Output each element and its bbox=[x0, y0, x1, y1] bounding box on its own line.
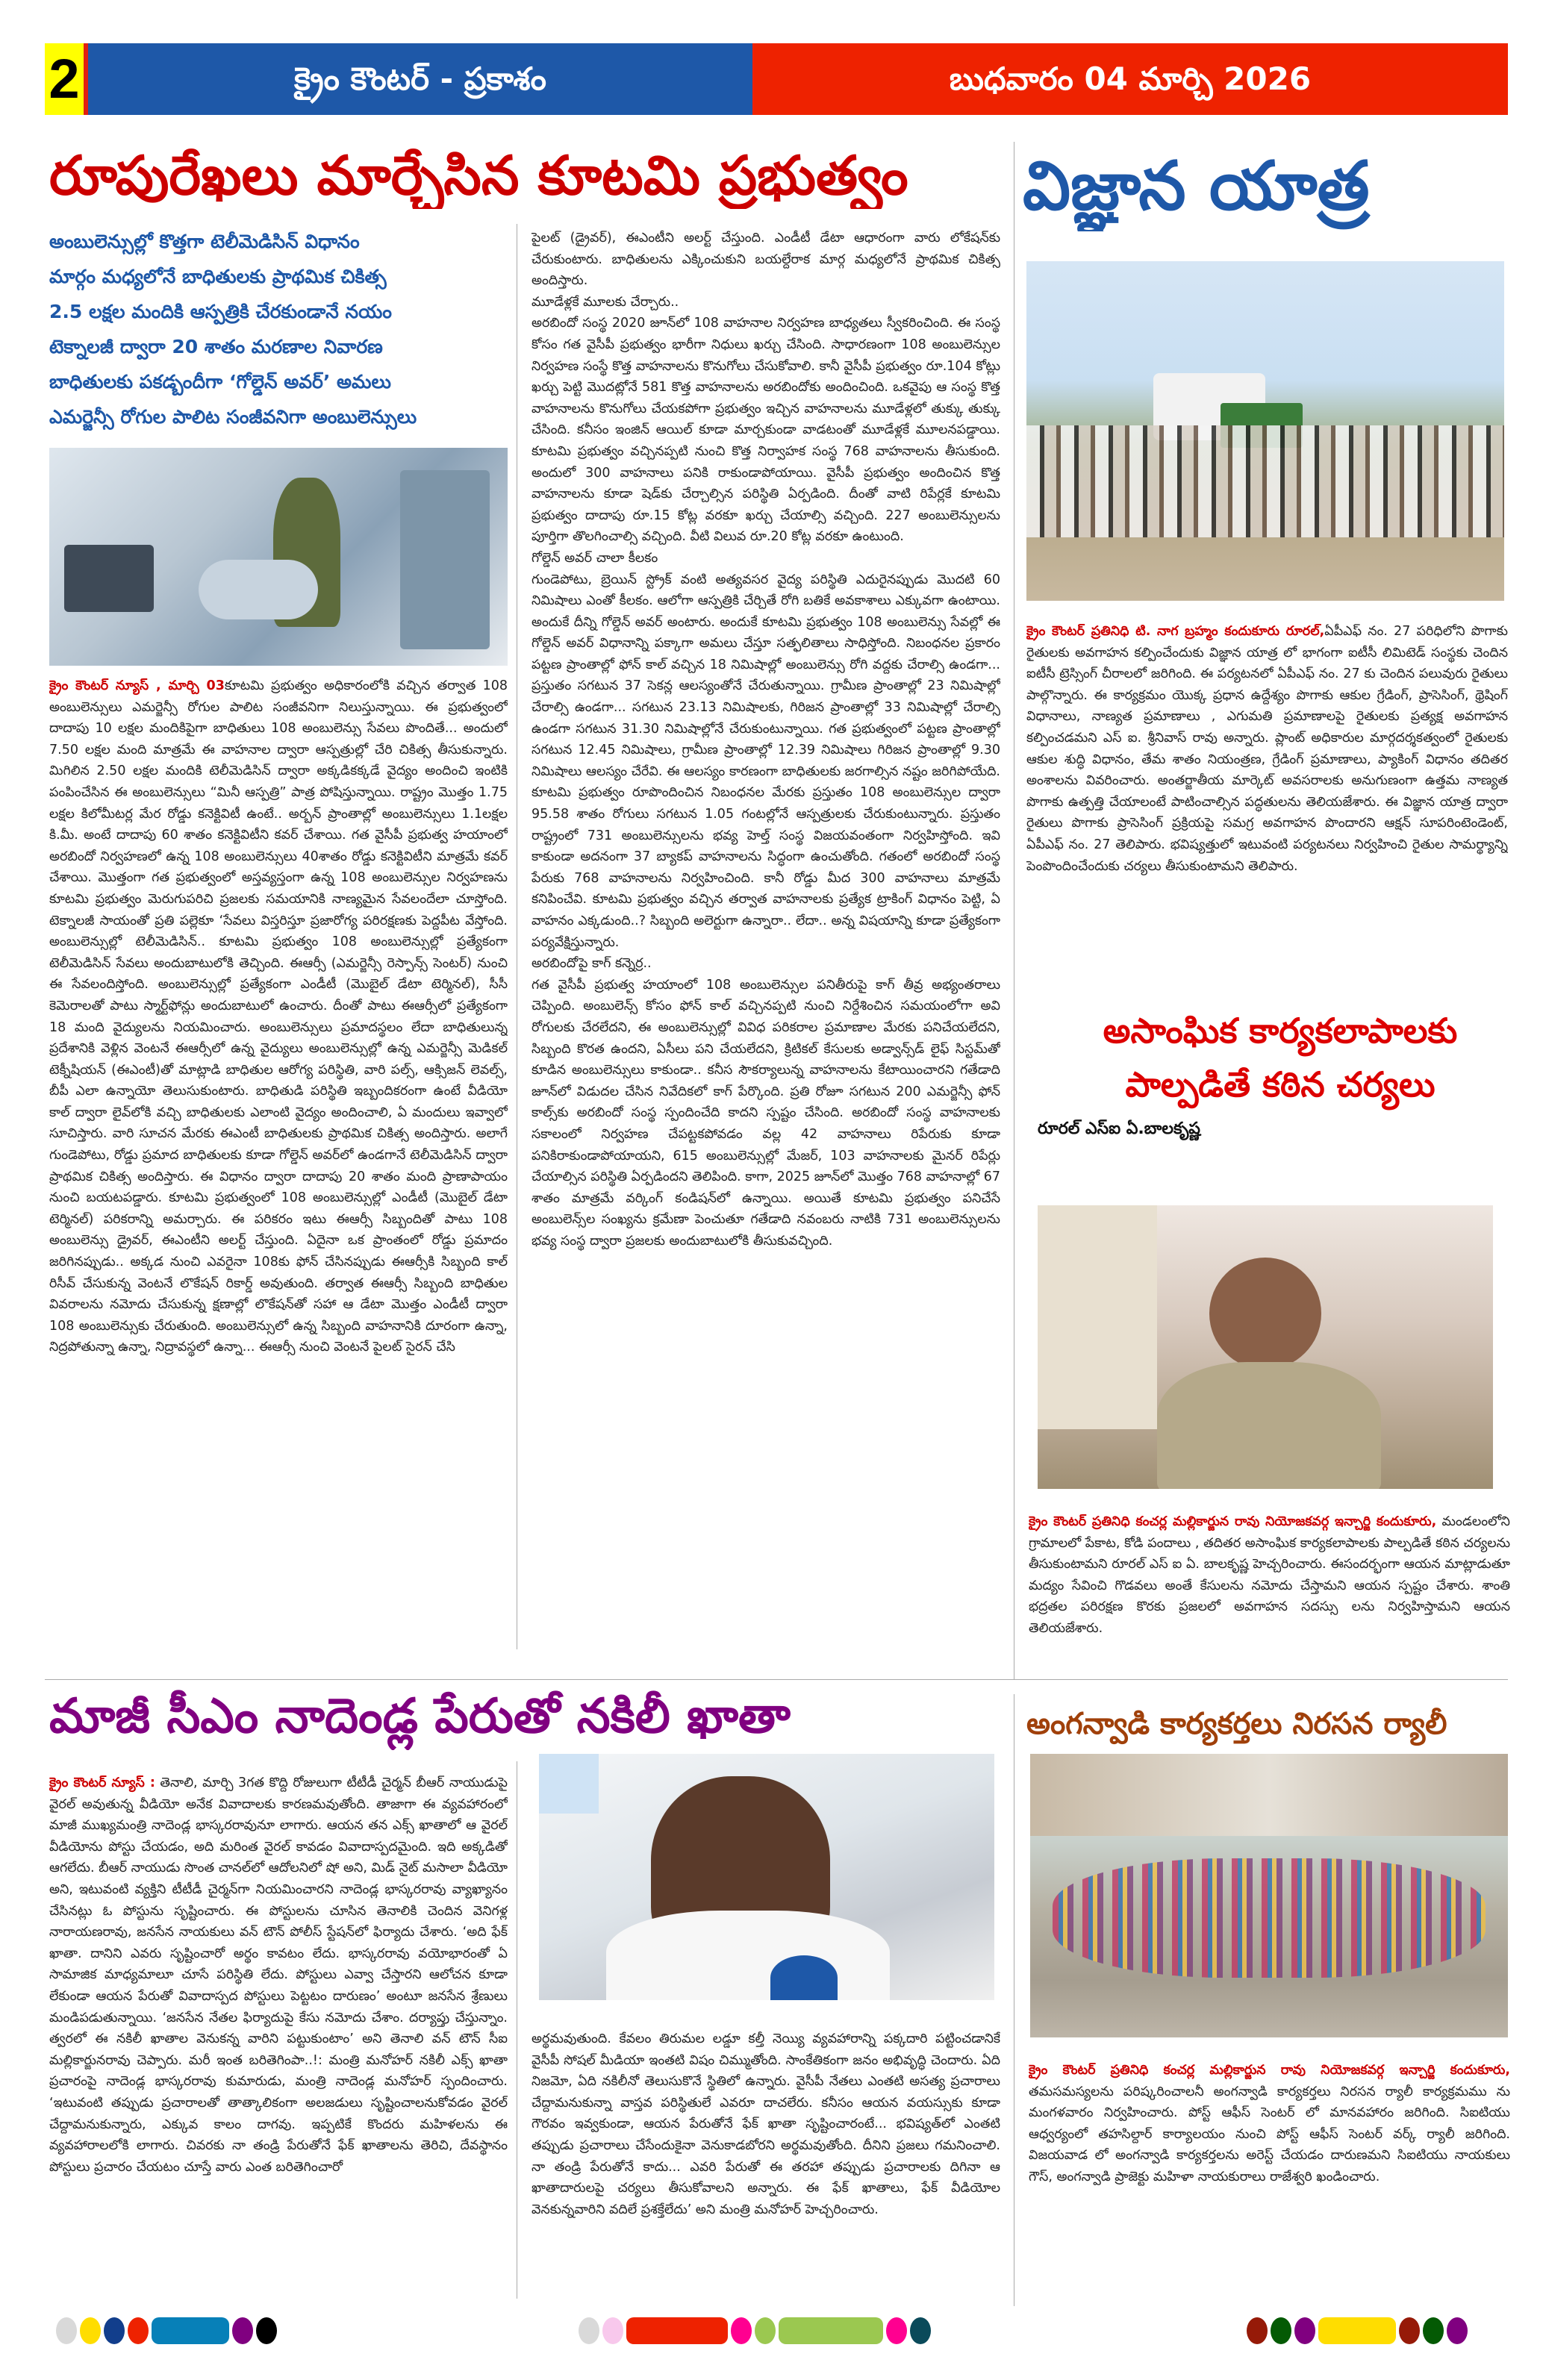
color-dot bbox=[731, 2317, 752, 2344]
anganwadi-headline: అంగన్వాడి కార్యకర్తలు నిరసన ర్యాలీ bbox=[1026, 1707, 1447, 1741]
asanghika-article bbox=[1029, 1511, 1510, 1675]
main-story-byline: క్రైం కౌంటర్ న్యూస్ , మార్చి 03 bbox=[49, 678, 225, 693]
color-dot bbox=[602, 2317, 623, 2344]
color-dot bbox=[256, 2317, 277, 2344]
subhead: మార్గం మధ్యలోనే బాధితులకు ప్రాథమిక చికిత్స bbox=[49, 266, 387, 287]
main-subheads bbox=[49, 224, 512, 434]
footer-color-strip-center bbox=[579, 2317, 931, 2344]
microphone-logo-shape bbox=[770, 1955, 838, 2000]
color-bar bbox=[779, 2317, 883, 2344]
footer-color-strip-right bbox=[1247, 2317, 1468, 2344]
anganwadi-rally-photo bbox=[1030, 1754, 1508, 2037]
asanghika-byline: క్రైం కౌంటర్ ప్రతినిధి కంచర్ల మల్లికార్జున రావు నియోజకవర్గ ఇన్చార్జి కందుకూరు, bbox=[1029, 1514, 1437, 1529]
subhead: టెక్నాలజీ ద్వారా 20 శాతం మరణాల నివారణ bbox=[49, 336, 383, 357]
subhead: ఎమర్జెన్సీ రోగుల పాలిట సంజీవనిగా అంబులెన్సులు bbox=[49, 406, 417, 428]
color-dot bbox=[1294, 2317, 1315, 2344]
notice-board-shape bbox=[1038, 1205, 1157, 1429]
nadendla-column-1 bbox=[49, 1772, 508, 2310]
masthead bbox=[45, 43, 1508, 115]
si-photo bbox=[1038, 1205, 1493, 1489]
publication-date: బుధవారం 04 మార్చి 2026 bbox=[752, 43, 1508, 115]
color-bar bbox=[626, 2317, 728, 2344]
color-dot bbox=[56, 2317, 77, 2344]
color-dot bbox=[232, 2317, 253, 2344]
color-bar bbox=[1318, 2317, 1396, 2344]
main-story-column-2 bbox=[532, 228, 1000, 1653]
speaker-shirt-shape bbox=[606, 1911, 890, 2000]
subhead: అంబులెన్సుల్లో కొత్తగా టెలీమెడిసిన్ విధానం bbox=[49, 231, 360, 252]
color-dot bbox=[579, 2317, 599, 2344]
section-subhead: మూడేళ్లకే మూలకు చేర్చారు.. bbox=[532, 294, 679, 310]
color-dot bbox=[1447, 2317, 1468, 2344]
asanghika-headline: అసాంఘిక కార్యకలాపాలకు పాల్పడితే కఠిన చర్యలు bbox=[1103, 1011, 1458, 1105]
color-dot bbox=[1399, 2317, 1420, 2344]
buildings-shape bbox=[1030, 1754, 1508, 1836]
color-dot bbox=[910, 2317, 931, 2344]
color-bar bbox=[152, 2317, 229, 2344]
page-number: 2 bbox=[45, 43, 88, 115]
asanghika-body: మండలంలోని గ్రామాలలో పేకాట, కోడి పందాలు , తదితర అసాంఘిక కార్యకలాపాలకు పాల్పడితే కఠిన చర్యలను తీసుకుంటామని రూరల్ ఎస్ ఐ ఏ. బాలకృష్ణ హెచ్చరించారు. ఈసందర్భంగా ఆయన మాట్లాడుతూ మద్యం సేవించి గొడవలు అంతే కేసులను నమోదు చేస్తామని ఆయన స్పష్టం చేశారు. శాంతి భద్రతల పరిరక్షణ కొరకు ప్రజలలో అవగాహన సదస్సు లను నిర్వహిస్తామని ఆయన తెలియజేశారు. bbox=[1029, 1514, 1510, 1636]
anganwadi-byline: క్రైం కౌంటర్ ప్రతినిధి కంచర్ల మల్లికార్జున రావు నియోజకవర్గ ఇన్చార్జి కందుకూరు, bbox=[1029, 2063, 1510, 2078]
color-dot bbox=[1423, 2317, 1444, 2344]
nadendla-byline: క్రైం కౌంటర్ న్యూస్ : bbox=[49, 1775, 155, 1790]
patient-figure bbox=[199, 560, 318, 619]
color-dot bbox=[80, 2317, 101, 2344]
cabinet-shape bbox=[400, 470, 490, 649]
newspaper-title: క్రైం కౌంటర్ - ప్రకాశం bbox=[88, 43, 752, 115]
nadendla-column-2 bbox=[532, 2028, 1000, 2312]
main-story-body: గుండెపోటు, బ్రెయిన్ స్ట్రోక్ వంటి అత్యవసర వైద్య పరిస్థితి ఎదురైనప్పుడు మొదటి 60 నిమిషాలు ఎంతో కీలకం. ఆలోగా ఆస్పత్రికి చేర్చితే రోగి బతికే అవకాశాలు ఎక్కువగా ఉంటాయి. అందుకే దీన్ని గోల్డెన్ అవర్ అంటారు. అందుకే కూటమి ప్రభుత్వం 108 అంబులెన్సు సేవల్లో ఈ గోల్డెన్ అవర్ విధానాన్ని పక్కాగా అమలు చేస్తూ సత్ఫలితాలు సాధిస్తోంది. నిబంధనల ప్రకారం పట్టణ ప్రాంతాల్లో ఫోన్ కాల్ వచ్చిన 18 నిమిషాల్లో అంబులెన్సు రోగి వద్దకు చేరాల్సి ఉండగా... ప్రస్తుతం సగటున 37 సెకన్ల ఆలస్యంతోనే చేరుతున్నాయి. గ్రామీణ ప్రాంతాల్లో 23 నిమిషాల్లో చేరాల్సి ఉండగా... సగటున 23.13 నిమిషాలకు, గిరిజన ప్రాంతాల్లో 33 నిమిషాల్లో చేరాల్సి ఉండగా సగటున 31.30 నిమిషాల్లోనే చేరుకుంటున్నాయి. గత ప్రభుత్వంలో పట్టణ ప్రాంతాల్లో సగటున 12.45 నిమిషాలు, గ్రామీణ ప్రాంతాల్లో 12.39 నిమిషాలు గిరిజన ప్రాంతాల్లో 9.30 నిమిషాలు ఆలస్యం చేరేవి. ఈ ఆలస్యం కారణంగా బాధితులకు జరగాల్సిన నష్టం జరిగిపోయేది. కూటమి ప్రభుత్వం రూపొందించిన నిబంధనల మేరకు ప్రస్తుతం 108 అంబులెన్సుల ద్వారా 95.58 శాతం రోగులు సగటున 1.05 గంటల్లోనే ఆస్పత్రులకు చేరుకుంటున్నారు. ప్రస్తుతం రాష్ట్రంలో 731 అంబులెన్సులను భవ్య హెల్త్ సంస్థ విజయవంతంగా నిర్వహిస్తోంది. ఇవి కాకుండా అదనంగా 37 బ్యాకప్ వాహనాలను సిద్ధంగా ఉంచుతోంది. గతంలో అరబిందో సంస్థ పేరుకు 768 వాహనాలను నిర్వహించింది. కానీ రోడ్డు మీద 300 వాహనాలు మాత్రమే కనిపించేవి. కూటమి ప్రభుత్వం వచ్చిన తర్వాత వాహనాలకు ప్రత్యేక ట్రాకింగ్ విధానం పెట్టి, ఏ వాహనం ఎక్కడుంది..? సిబ్బంది అలెర్టుగా ఉన్నారా.. లేదా.. అన్న విషయాన్ని కూడా ప్రత్యేకంగా పర్యవేక్షిస్తున్నారు. bbox=[532, 572, 1000, 950]
nadendla-body: తెనాలి, మార్చి 3గత కొద్ది రోజులుగా టీటీడీ చైర్మన్ బీఆర్ నాయుడుపై వైరల్ అవుతున్న వీడియో అనేక వివాదాలకు కారణమవుతోంది. తాజాగా ఈ వ్యవహారంలో మాజీ ముఖ్యమంత్రి నాదెండ్ల భాస్కరరావునూ లాగారు. ఆయన తన ఎక్స్ ఖాతాలో ఆ వైరల్ వీడియోను పోస్టు చేయడం, అది మరింత వైరల్ కావడం వివాదాస్పదమైంది. ఇది అక్కడితో ఆగలేదు. బీఆర్ నాయుడు సొంత చానల్‌లో ఆదోలనిలో షో అని, మిడ్ నైట్ మసాలా వీడియో అని, ఇటువంటి వ్యక్తిని టీటీడీ చైర్మన్‌గా నియమించారని నాదెండ్ల భాస్కరరావు వ్యాఖ్యానం చేసినట్లు ఓ పోస్టును సృష్టించారు. ఈ పోస్టులను చూసిన తెనాలికి చెందిన వెనిగళ్ల నారాయణరావు, జనసేన నాయకులు వన్ టౌన్ పోలీస్ స్టేషన్‌లో ఫిర్యాదు చేశారు. ‘అది ఫేక్ ఖాతా. దానిని ఎవరు సృష్టించారో అర్థం కావటం లేదు. భాస్కరరావు వయోభారంతో ఏ సామాజిక మాధ్యమాలూ చూసే పరిస్థితి లేదు. పోస్టులు ఎవ్వా చేస్తారని ఆలోచన కూడా లేకుండా ఆయన పేరుతో వివాదాస్పద పోస్టులు పెట్టటం దారుణం’ అంటూ జనసేన శ్రేణులు మండిపడుతున్నాయి. ‘జనసేన నేతల ఫిర్యాదుపై కేసు నమోదు చేశాం. దర్యాప్తు చేస్తున్నాం. త్వరలో ఈ నకిలీ ఖాతాల వెనుకన్న వారిని పట్టుకుంటాం’ అని తెనాలి వన్ టౌన్ సీఐ మల్లికార్జునరావు చెప్పారు. మరీ ఇంత బరితెగింపా..!: మంత్రి మనోహర్ నకిలీ ఎక్స్ ఖాతా ప్రచారంపై నాదెండ్ల భాస్కరరావు కుమారుడు, మంత్రి నాదెండ్ల మనోహర్ స్పందించారు. ‘ఇటువంటి తప్పుడు ప్రచారాలతో తాత్కాలికంగా అలజడులు సృష్టించాలనుకోవడం వైరల్ చేద్దామనుకున్నారు, ఎక్కువ కాలం దాగవు. ఇప్పటికే కొందరు మహిళలను ఈ వ్యవహారాలలోకి లాగారు. చివరకు నా తండ్రి పేరుతోనే ఫేక్ ఖాతాలను తెరిచి, దేవస్థానం పోస్టులు ప్రచారం చేయటం చూస్తే వారు ఎంత బరితెగించారో bbox=[49, 1775, 508, 2175]
ambulance-photo bbox=[49, 448, 508, 666]
color-dot bbox=[104, 2317, 125, 2344]
nadendla-photo bbox=[539, 1754, 994, 2000]
color-dot bbox=[1247, 2317, 1268, 2344]
footer-color-strip-left bbox=[56, 2317, 277, 2344]
main-story-body: కూటమి ప్రభుత్వం అధికారంలోకి వచ్చిన తర్వాత 108 అంబులెన్సులు ఎమర్జెన్సీ రోగుల పాలిట సంజీవనిగా నిలుస్తున్నాయి. ఈ ప్రభుత్వంలో దాదాపు 10 లక్షల మందికిపైగా బాధితులు 108 అంబులెన్సు సేవలు పొందితే... అందులో 7.50 లక్షల మంది మాత్రమే ఈ వాహనాల ద్వారా ఆస్పత్రుల్లో చేరి చికిత్స తీసుకున్నారు. మిగిలిన 2.50 లక్షల మందికి టెలీమెడిసిన్ ద్వారా అక్కడికక్కడే వైద్యం అందించి ఇంటికి పంపించేసిన ఈ అంబులెన్సులు “మినీ ఆస్పత్రి” పాత్ర పోషిస్తున్నాయి. రాష్ట్రం మొత్తం 1.75 లక్షల కిలోమీటర్ల మేర రోడ్డు కనెక్టివిటీ ఉంటే.. అర్బన్ ప్రాంతాల్లో అంబులెన్సులు 1.1లక్షల కి.మీ. అంటే దాదాపు 60 శాతం కనెక్టివిటీని కవర్ చేశాయి. గత వైసీపీ ప్రభుత్వ హయాంలో అరబిందో నిర్వహణలో ఉన్న 108 అంబులెన్సులు 40శాతం రోడ్డు కనెక్టివిటీని మాత్రమే కవర్ చేశాయి. మొత్తంగా గత ప్రభుత్వంలో అస్తవ్యస్తంగా ఉన్న 108 అంబులెన్సుల నిర్వహణను కూటమి ప్రభుత్వం మెరుగుపరిచి ప్రజలకు సమయానికి నాణ్యమైన సేవలందేలా చూస్తోంది. టెక్నాలజీ సాయంతో ప్రతి పల్లెకూ ‘సేవలు విస్తరిస్తూ ప్రజారోగ్య పరిరక్షణకు పెద్దపీట వేస్తోంది. అంబులెన్సుల్లో టెలీమెడిసిన్.. కూటమి ప్రభుత్వం 108 అంబులెన్సుల్లో ప్రత్యేకంగా టెలీమెడిసిన్ సేవలు అందుబాటులోకి తెచ్చింది. ఈఆర్సీ (ఎమర్జెన్సీ రెస్పాన్స్ సెంటర్) నుంచి ఈ సేవలందిస్తోంది. అంబులెన్సుల్లో ప్రత్యేకంగా ఎండీటీ (మొబైల్ డేటా టెర్మినల్), సీసీ కెమెరాలతో పాటు స్మార్ట్‌ఫోన్లు అందుబాటులో ఉంచారు. దీంతో పాటు ఈఆర్సీలో ప్రత్యేకంగా 18 మంది వైద్యులను నియమించారు. అంబులెన్సులు ప్రమాదస్థలం లేదా బాధితులున్న ప్రదేశానికి వెళ్లిన వెంటనే ఈఆర్సీలో ఉన్న వైద్యులు అంబులెన్సుల్లో ఉన్న ఎమర్జెన్సీ మెడికల్ టెక్నీషియన్ (ఈఎంటీ)తో మాట్లాడి బాధితుల ఆరోగ్య పరిస్థితి, వారి పల్స్, ఆక్సిజన్ లెవల్స్, బీపీ ఎలా ఉన్నాయో తెలుసుకుంటారు. బాధితుడి పరిస్థితి ఇబ్బందికరంగా ఉంటే వీడియో కాల్ ద్వారా లైవ్‌లోకి వచ్చి బాధితులకు ఎలాంటి వైద్యం అందించాలి, ఏ మందులు ఇవ్వాలో సూచిస్తారు. వారి సూచన మేరకు ఈఎంటీ బాధితులకు ప్రాథమిక చికిత్స అందిస్తారు. అలాగే గుండెపోటు, రోడ్డు ప్రమాద బాధితులకు కూడా గోల్డెన్ అవర్‌లో ఉండగానే టెలీమెడిసిన్ ద్వారా ప్రాథమిక చికిత్స అందిస్తారు. ఈ విధానం ద్వారా దాదాపు 20 శాతం మంది ప్రాణాపాయం నుంచి బయటపడ్డారు. కూటమి ప్రభుత్వంలో 108 అంబులెన్సుల్లో ఎండీటీ (మొబైల్ డేటా టెర్మినల్) పరికరాన్ని అమర్చారు. ఈ పరికరం ఇటు ఈఆర్సీ సిబ్బందితో పాటు 108 అంబులెన్సు డ్రైవర్, ఈఎంటీని అలర్ట్ చేస్తుంది. ఏదైనా ఒక ప్రాంతంలో రోడ్డు ప్రమాదం జరిగినప్పుడు.. అక్కడ నుంచి ఎవరైనా 108కు ఫోన్ చేసినప్పుడు ఈఆర్సీకి సిబ్బంది కాల్ రిసీవ్ చేసుకున్న వెంటనే లొకేషన్ రికార్డ్ అవుతుంది. తర్వాత ఈఆర్సీ సిబ్బంది బాధితుల వివరాలను నమోదు చేసుకున్న క్షణాల్లో లొకేషన్‌తో సహా ఆ డేటా మొత్తం ఎండీటీ ద్వారా 108 అంబులెన్సుకు చేరుతుంది. అంబులెన్సులో ఉన్న సిబ్బంది వాహనానికి దూరంగా ఉన్నా, నిద్రపోతున్నా ఉన్నా, నిద్రావస్థలో ఉన్నా... ఈఆర్సీ నుంచి వెంటనే పైలట్ సైరన్ చేసి bbox=[49, 678, 508, 1355]
color-dot bbox=[128, 2317, 149, 2344]
main-story-body: గత వైసీపీ ప్రభుత్వ హయాంలో 108 అంబులెన్సుల పనితీరుపై కాగ్ తీవ్ర అభ్యంతరాలు చెప్పింది. అంబులెన్స్ కోసం ఫోన్ కాల్ వచ్చినప్పటి నుంచి నిర్దేశించిన సమయంలోగా అవి రోగులకు చేరలేదని, ఈ అంబులెన్సుల్లో వివిధ పరికరాల ప్రమాణాల మేరకు పనిచేయలేదని, సిబ్బంది కొరత ఉందని, ఏసీలు పని చేయలేదని, క్రిటికల్ కేసులకు అడ్వాన్స్‌డ్ లైఫ్ సిస్టమ్‌తో కూడిన అంబులెన్సులు కాకుండా.. కనీస సౌకర్యాలున్న వాహనాలను కేటాయించారని గతేడాది జూన్‌లో విడుదల చేసిన నివేదికలో కాగ్ పేర్కొంది. ప్రతి రోజూ సగటున 200 ఎమర్జెన్సీ ఫోన్ కాల్స్‌కు అరబిందో సంస్థ స్పందించేది కాదని స్పష్టం చేసింది. అరబిందో సంస్థ వాహనాలకు సకాలంలో నిర్వహణ చేపట్టకపోవడం వల్ల 42 వాహనాలు రిపేరుకు కూడా పనికిరాకుండాపోయాయని, 615 అంబులెన్సుల్లో మేజర్, 103 వాహనాలకు మైనర్ రిపేర్లు చేయాల్సిన పరిస్థితి ఏర్పడిందని తెలిపింది. కాగా, 2025 జూన్‌లో మొత్తం 768 వాహనాల్లో 67 శాతం మాత్రమే వర్కింగ్ కండిషన్‌లో ఉన్నాయి. అయితే కూటమి ప్రభుత్వం పనిచేసే అంబులెన్స్‌ల సంఖ్యను క్రమేణా పెంచుతూ గతేడాది నవంబరు నాటికి 731 అంబులెన్సులను భవ్య సంస్థ ద్వారా ప్రజలకు అందుబాటులోకి తీసుకువచ్చింది. bbox=[532, 977, 1000, 1249]
vigyan-yatra-byline: క్రైం కౌంటర్ ప్రతినిధి టి. నాగ బ్రహ్మం కందుకూరు రూరల్, bbox=[1026, 624, 1325, 639]
color-dot bbox=[886, 2317, 907, 2344]
section-divider bbox=[45, 1679, 1508, 1680]
subhead: 2.5 లక్షల మందికి ఆస్పత్రికి చేరకుండానే నయం bbox=[49, 301, 392, 322]
people-group bbox=[1026, 425, 1504, 537]
subhead: బాధితులకు పకడ్బందీగా ‘గోల్డెన్ అవర్’ అమలు bbox=[49, 371, 391, 393]
rally-circle-crowd bbox=[1053, 1858, 1486, 1978]
vigyan-yatra-photo bbox=[1026, 261, 1504, 601]
officer-uniform-shape bbox=[1157, 1362, 1381, 1489]
backdrop-logo-shape bbox=[539, 1754, 599, 1814]
section-subhead: అరబిందోపై కాగ్ కన్నెర్ర.. bbox=[532, 956, 652, 972]
main-story-column-1 bbox=[49, 675, 508, 1646]
main-headline: రూపురేఖలు మార్చేసిన కూటమి ప్రభుత్వం bbox=[49, 144, 908, 207]
officer-head-shape bbox=[1209, 1258, 1321, 1369]
main-story-body: అరబిందో సంస్థ 2020 జూన్‌లో 108 వాహనాల నిర్వహణ బాధ్యతలు స్వీకరించింది. ఈ సంస్థ కోసం గత వైసీపీ ప్రభుత్వం భారీగా నిధులు ఖర్చు చేసింది. సాధారణంగా 108 అంబులెన్సుల నిర్వహణ సంస్థే కొత్త వాహనాలను కొనుగోలు చేసుకోవాలి. కానీ వైసీపీ ప్రభుత్వం రూ.104 కోట్లు ఖర్చు పెట్టి మొదట్లోనే 581 కొత్త వాహనాలను అరబిందోకు అందించింది. ఒకవైపు ఆ సంస్థ కొత్త వాహనాలను కొనుగోలు చేయకపోగా ప్రభుత్వం ఇచ్చిన వాహనాలను మూడేళ్లలో తుక్కు తుక్కు చేసింది. కనీసం ఇంజిన్ ఆయిల్ కూడా మార్చకుండా వాడటంతో మూడేళ్లకే మూలనపడ్డాయి. కూటమి ప్రభుత్వం వచ్చినప్పటి నుంచి కొత్త నిర్వాహక సంస్థ 768 వాహనాలను తీసుకుంది. అందులో 300 వాహనాలు పనికి రాకుండాపోయాయి. వైసీపీ ప్రభుత్వం అందించిన కొత్త వాహనాలను కూడా షెడ్‌కు చేర్చాల్సిన పరిస్థితి ఏర్పడింది. దీంతో వాటి రిపేర్లకే కూటమి ప్రభుత్వం దాదాపు రూ.15 కోట్ల వరకూ ఖర్చు చేయాల్సి వచ్చింది. 227 అంబులెన్సులను పూర్తిగా తొలగించాల్సి వచ్చింది. వీటి విలువ రూ.20 కోట్ల వరకూ ఉంటుంది. bbox=[532, 316, 1000, 545]
anganwadi-body: తమసమస్యలను పరిష్కరించాలనీ అంగన్వాడి కార్యకర్తలు నిరసన ర్యాలీ కార్యక్రమము ను మంగళవారం నిర్వహించారు. పోస్ట్ ఆఫీస్ సెంటర్ లో మానవహారం జరిగింది. సిఐటియు ఆధ్వర్యంలో తహసిల్దార్ కార్యాలయం నుంచి పోస్ట్ ఆఫీస్ సెంటర్ వర్క్ ర్యాలీ జరిగింది. విజయవాడ లో అంగన్వాడి కార్యకర్తలను అరెస్ట్ చేయడం దారుణమని సిఐటియు నాయకులు గౌస్, అంగన్వాడి ప్రాజెక్టు మహిళా నాయకురాలు రాజేశ్వరి ఖండించారు. bbox=[1029, 2084, 1510, 2184]
asanghika-subhead: రూరల్ ఎస్ఐ ఏ.బాలకృష్ణ bbox=[1038, 1119, 1200, 1138]
vigyan-yatra-article bbox=[1026, 621, 1508, 994]
monitor-shape bbox=[64, 545, 154, 612]
color-dot bbox=[1271, 2317, 1291, 2344]
color-dot bbox=[755, 2317, 776, 2344]
vigyan-yatra-body: ఏపీఎఫ్ నం. 27 పరిధిలోని పొగాకు రైతులకు అవగాహన కల్పించేందుకు విజ్ఞాన యాత్ర లో భాగంగా ఐటీసీ లిమిటెడ్ సంస్థకు చెందిన ఐటీసీ ట్రెస్సింగ్ చీరాలలో జరిగింది. ఈ పర్యటనలో ఏపీఎఫ్ నం. 27 కు చెందిన పలువురు రైతులు పాల్గొన్నారు. ఈ కార్యక్రమం యొక్క ప్రధాన ఉద్దేశ్యం పొగాకు ఆకుల గ్రేడింగ్, ప్రాసెసింగ్, థ్రెషింగ్ విధానాలు, నాణ్యత ప్రమాణాలు , ఎగుమతి ప్రమాణాలపై రైతులకు ప్రత్యక్ష అవగాహన కల్పించడమని ఎస్ ఐ. శ్రీనివాస్ రావు అన్నారు. ప్లాంట్ అధికారుల మార్గదర్శకత్వంలో రైతులకు ఆకుల శుద్ధి విధానం, తేమ శాతం నియంత్రణ, గ్రేడింగ్ ప్రమాణాలు, ప్యాకింగ్ విధానం తదితర అంశాలను వివరించారు. అంతర్జాతీయ మార్కెట్ అవసరాలకు అనుగుణంగా ఉత్తమ నాణ్యత పొగాకు ఉత్పత్తి చేయాలంటే పాటించాల్సిన పద్ధతులను తెలియజేశారు. ఈ విజ్ఞాన యాత్ర ద్వారా రైతులు పొగాకు ప్రాసెసింగ్ ప్రక్రియపై సమగ్ర అవగాహన పొందారని ఆక్షన్ సూపరింటెండెంట్, ఏపీఎఫ్ నం. 27 తెలిపారు. భవిష్యత్తులో ఇటువంటి పర్యటనలు నిర్వహించి రైతుల సామర్థ్యాన్ని పెంపొందించేందుకు చర్యలు తీసుకుంటామని తెలిపారు. bbox=[1026, 624, 1508, 874]
vigyan-yatra-headline: విజ్ఞాన యాత్ర bbox=[1023, 147, 1370, 225]
anganwadi-article bbox=[1029, 2060, 1510, 2306]
nadendla-headline: మాజీ సీఎం నాదెండ్ల పేరుతో నకిలీ ఖాతా bbox=[49, 1689, 791, 1744]
nadendla-body: అర్థమవుతుంది. కేవలం తిరుమల లడ్డూ కల్తీ నెయ్యి వ్యవహారాన్ని పక్కదారి పట్టించడానికే వైసీపీ సోషల్ మీడియా ఇంతటి విషం చిమ్ముతోంది. సాంకేతికంగా జనం అభివృద్ధి చెందారు. ఏది నిజమో, ఏది నకిలీనో తెలుసుకొనే స్థితిలో ఉన్నారు. వైసీపీ నేతలు ఎంతటి అసత్య ప్రచారాలు చేద్దామనుకున్నా వాస్తవ పరిస్థితులే ఎవరూ దాచలేరు. కనీసం ఆయన వయస్సుకు కూడా గౌరవం ఇవ్వకుండా, ఆయన పేరుతోనే ఫేక్ ఖాతా సృష్టించారంటే... భవిష్యత్‌లో ఎంతటి తప్పుడు ప్రచారాలు చేసేందుకైనా వెనుకాడబోరని అర్థమవుతోంది. దీనిని ప్రజలు గమనించాలి. నా తండ్రి పేరుతోనే కాదు... ఎవరి పేరుతో ఈ తరహా తప్పుడు ప్రచారాలకు దిగినా ఆ ఖాతాదారులపై చర్యలు తీసుకోవాలని అన్నారు. ఈ ఫేక్ ఖాతాలు, ఫేక్ వీడియోల వెనకున్నవారిని వదిలే ప్రశక్తేలేదు’ అని మంత్రి మనోహర్ హెచ్చరించారు. bbox=[532, 2031, 1000, 2217]
section-subhead: గోల్డెన్ అవర్ చాలా కీలకం bbox=[532, 550, 658, 566]
main-story-body: పైలట్ (డ్రైవర్), ఈఎంటీని అలర్ట్ చేస్తుంది. ఎండీటీ డేటా ఆధారంగా వారు లోకేషన్‌కు చేరుకుంటారు. బాధితులను ఎక్కించుకుని బయల్దేరాక మార్గ మధ్యలోనే ప్రాథమిక చికిత్స అందిస్తారు. bbox=[532, 231, 1000, 289]
